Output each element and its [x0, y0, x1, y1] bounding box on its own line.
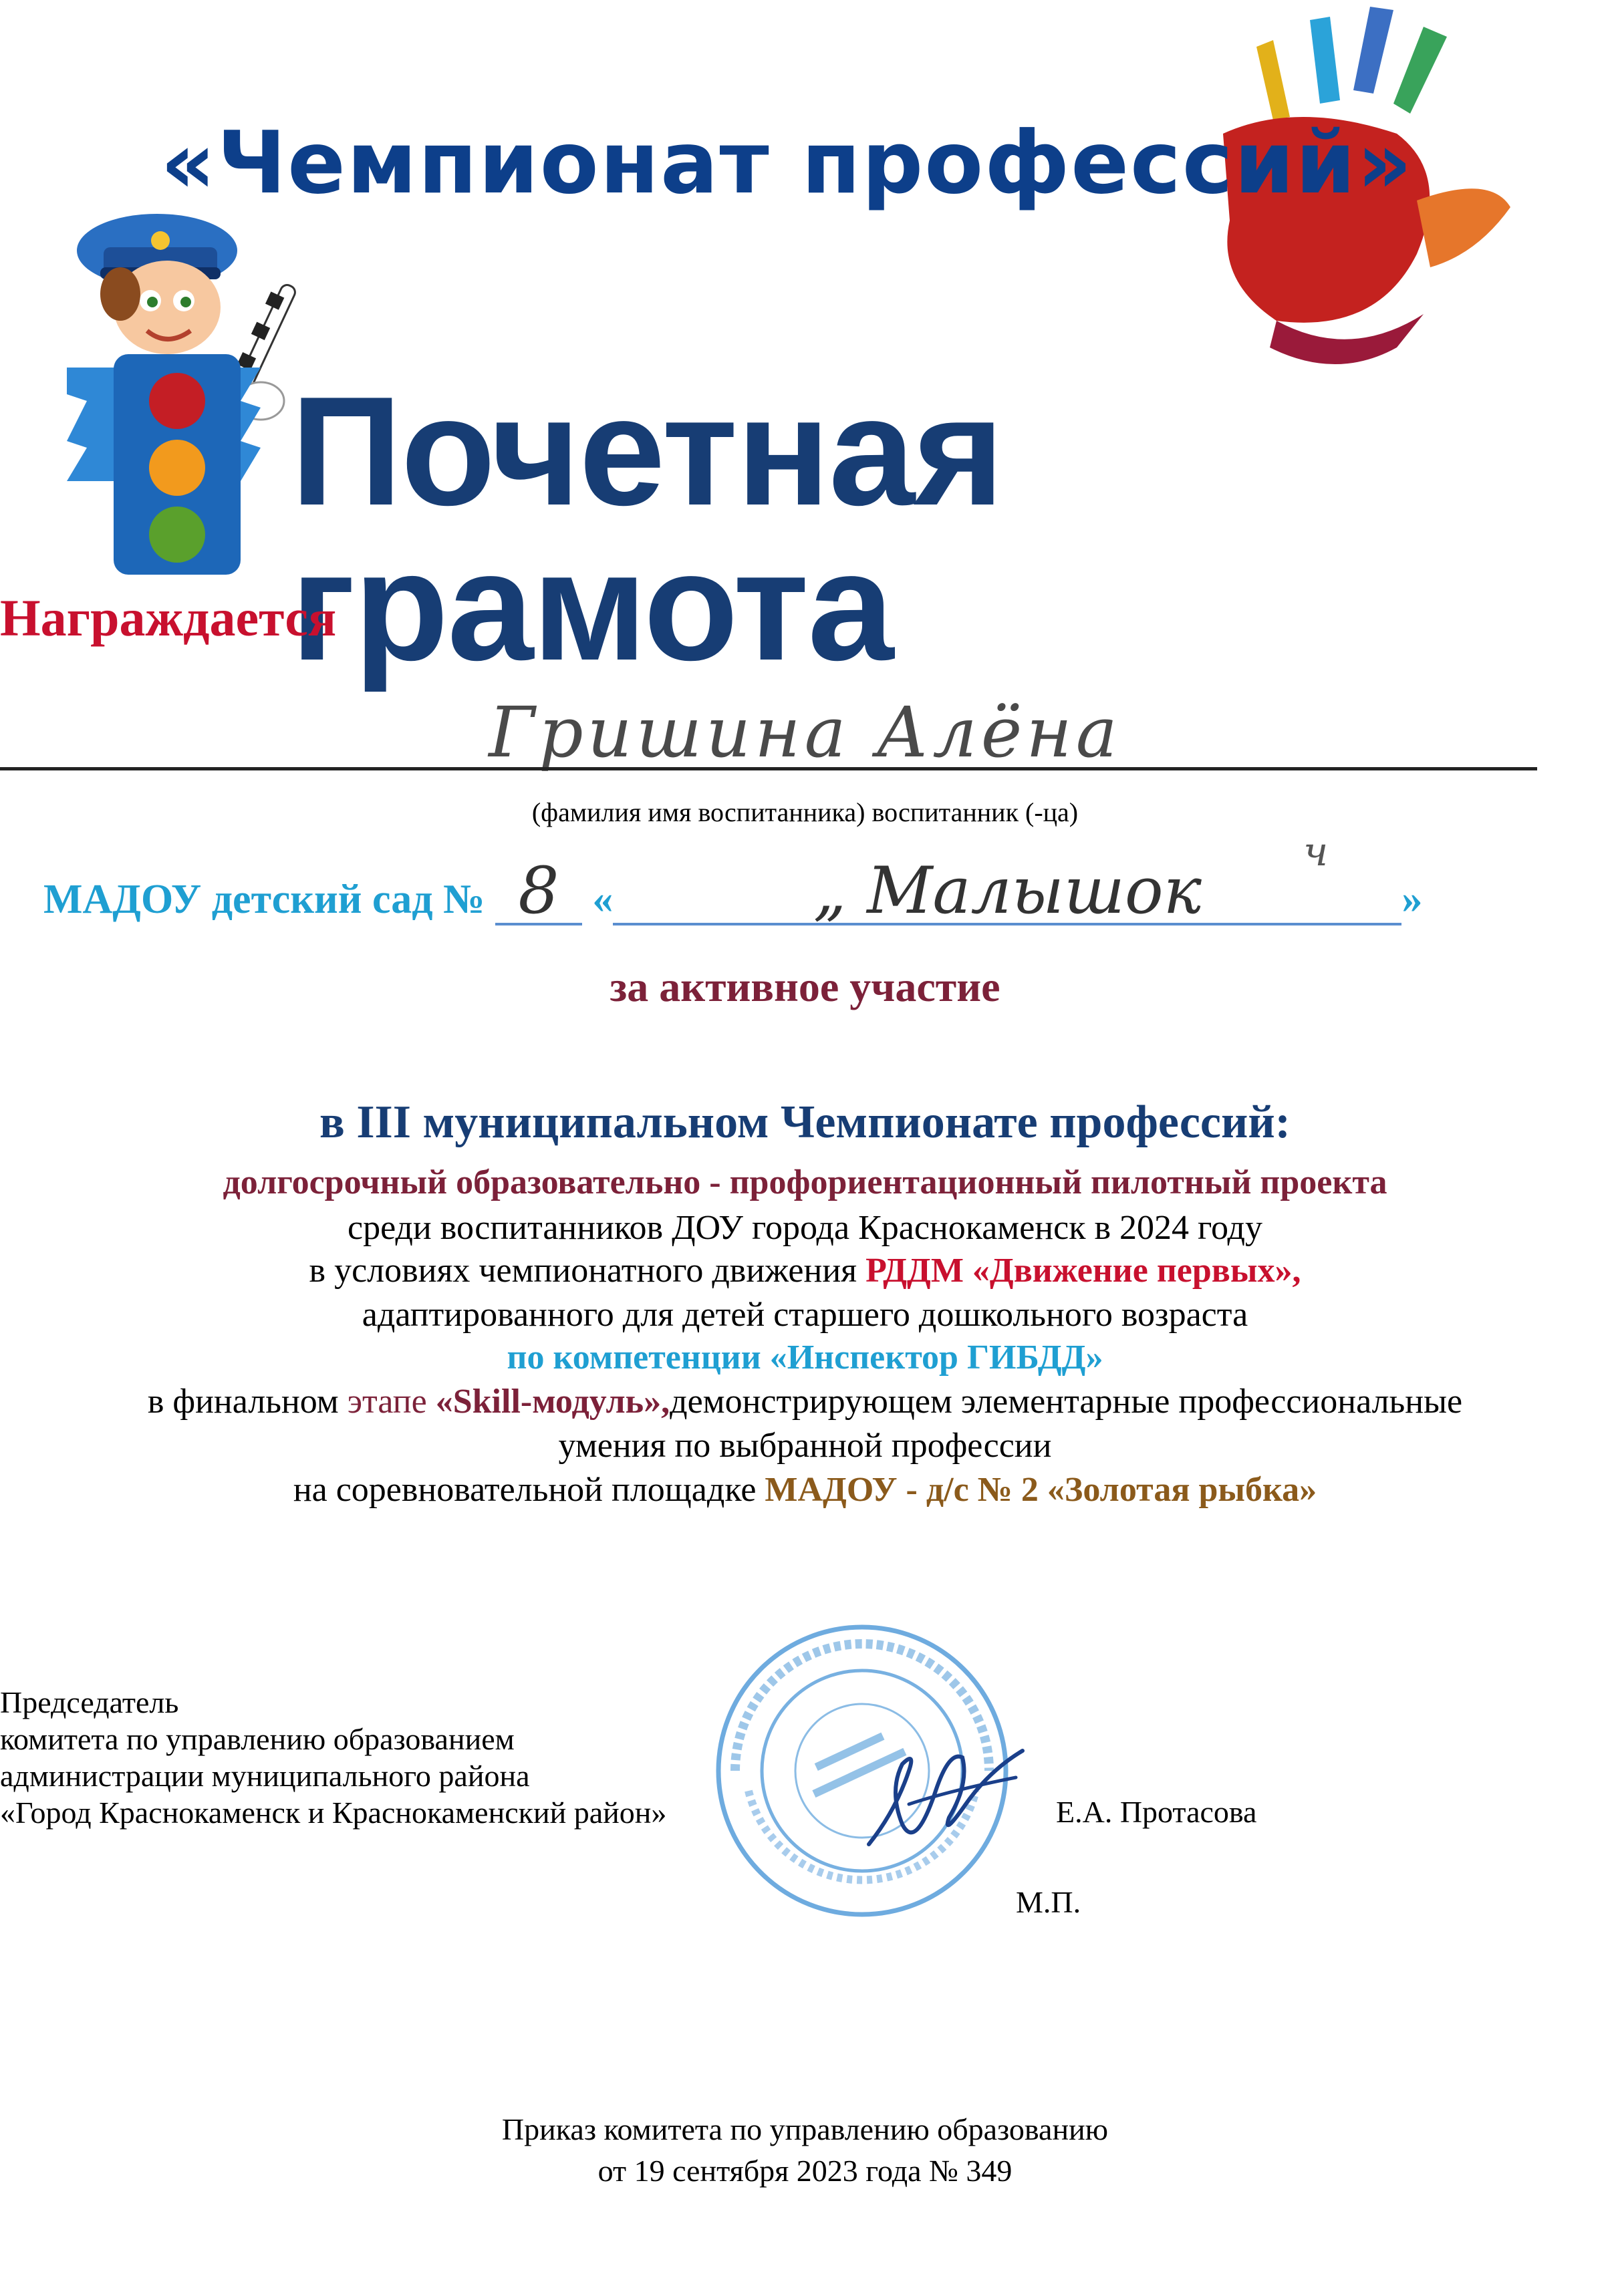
recipient-name-underline — [0, 767, 1537, 770]
kindergarten-name-handwritten: „ Малышок — [613, 859, 1401, 925]
championship-line: в III муниципальном Чемпионате профессий: — [319, 1097, 1291, 1148]
close-quote: » — [1401, 877, 1423, 922]
handwritten-signature — [855, 1711, 1029, 1884]
body-line-6-d: демонстрирующем элементарные профессиональные — [670, 1383, 1463, 1421]
certificate-title: «Чемпионат профессий» — [160, 114, 1414, 213]
handwritten-margin-mark: ч — [1303, 829, 1329, 875]
body-line-8 — [0, 1470, 1610, 1510]
skill-module: «Skill-модуль», — [435, 1383, 670, 1421]
certificate-heading: Почетная грамота — [291, 365, 1003, 693]
signer-name: Е.А. Протасова — [1056, 1795, 1257, 1829]
body-line-6-a: в финальном — [147, 1383, 348, 1421]
kindergarten-number-handwritten: 8 — [495, 859, 582, 925]
order-line-1: Приказ комитета по управлению образованию — [501, 2112, 1109, 2146]
open-quote: « — [581, 877, 614, 922]
competence-line: по компетенции «Инспектор ГИБДД» — [507, 1338, 1103, 1377]
awarded-label: Награждается — [0, 589, 337, 647]
signatory-title-3: администрации муниципального района — [0, 1759, 530, 1793]
organization-row — [43, 853, 1423, 928]
signatory-title-4: «Город Краснокаменск и Краснокаменский район» — [0, 1796, 667, 1830]
venue-name: МАДОУ - д/с № 2 «Золотая рыбка» — [765, 1471, 1317, 1509]
body-line-3 — [0, 1251, 1610, 1290]
body-line-2: среди воспитанников ДОУ города Краснокаменск в 2024 году — [347, 1209, 1262, 1247]
stage-word: этапе — [347, 1383, 436, 1421]
recipient-caption: (фамилия имя воспитанника) воспитанник (-ца) — [531, 797, 1079, 827]
body-line-3-text: в условиях чемпионатного движения — [309, 1252, 866, 1290]
recipient-name-handwritten: Гришина Алёна — [489, 692, 1121, 773]
project-line: долгосрочный образовательно - профориентационный пилотный проекта — [223, 1163, 1387, 1201]
movement-name: РДДМ «Движение первых», — [865, 1252, 1301, 1290]
body-line-7: умения по выбранной профессии — [558, 1427, 1052, 1465]
signatory-title-1: Председатель — [0, 1685, 179, 1719]
organization-prefix: МАДОУ детский сад № — [43, 877, 495, 922]
body-line-6 — [0, 1382, 1610, 1421]
order-line-2: от 19 сентября 2023 года № 349 — [597, 2154, 1013, 2188]
seal-place-mark: М.П. — [1016, 1885, 1081, 1919]
for-participation-text: за активное участие — [610, 963, 1000, 1010]
body-line-8-a: на соревновательной площадке — [293, 1471, 765, 1509]
signatory-title-2: комитета по управлению образованием — [0, 1722, 515, 1756]
body-line-4: адаптированного для детей старшего дошкольного возраста — [362, 1296, 1248, 1334]
traffic-light-mascot-image — [40, 200, 321, 575]
